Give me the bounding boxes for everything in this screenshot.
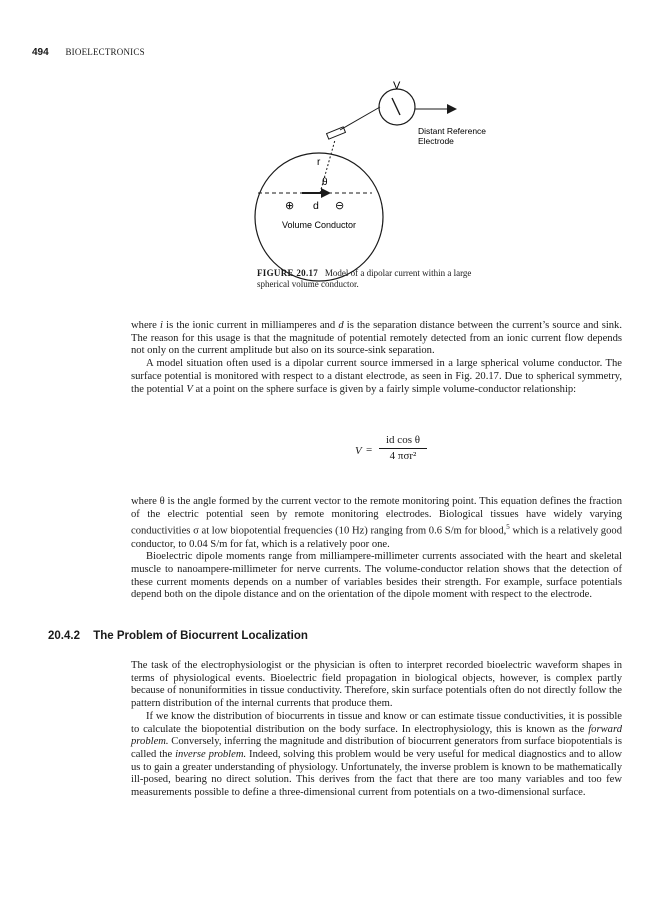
equation-equals: = [366, 444, 373, 456]
section-heading [48, 630, 308, 642]
figure-20-17 [0, 68, 669, 283]
dipole-arrowhead [321, 188, 331, 198]
volume-conductor-sphere [255, 153, 383, 281]
volume-conductor-label: Volume Conductor [281, 220, 357, 230]
paragraph-5: The task of the electrophysiologist or the physician is often to interpret recorded bioelectric waveform shapes in terms of physiological events. Bioelectric field propagation in biological objects, however, is complex partly because of nonuniformities in tissue conductivity. Therefore, skin surface potentials often do not directly follow the pattern distribution of the internal currents that produce them. [131, 660, 622, 710]
separation-label: d [313, 200, 319, 212]
theta-label: θ [322, 177, 328, 188]
lead-to-meter [340, 107, 380, 130]
paragraph-3: where θ is the angle formed by the current vector to the remote monitoring point. This equation defines the fraction of the electric potential seen by remote monitoring electrodes. Biological tissues have widely varying conductivities σ at low biopotential frequencies (10 Hz) ranging from 0.6 S/m for blood,$^5$ which is a relatively good conductor, to 0.04 S/m for fat, which is a relatively poor one. [131, 496, 622, 550]
paragraph-6: If we know the distribution of biocurrents in tissue and know or can estimate tissue conductivities, it is possible to calculate the biopotential distribution on the body surface. In electrophysiology, this is known as the forward problem. Conversely, inferring the magnitude and distribution of biocurrent generators from surface biopotentials is called the inverse problem. Indeed, solving this problem would be very useful for medical diagnostics and to allow us to gain a greater understanding of physiology. Unfortunately, the inverse problem is known to be mathematically ill-posed, bearing no direct solution. This derives from the fact that there are too many variables and too few measurements possible to define a three-dimensional current from potentials on a two-dimensional surface. [131, 710, 622, 799]
caption-label: FIGURE 20.17 [257, 268, 319, 278]
caption-line1: Model of a dipolar current within a large [324, 268, 472, 278]
distant-label-line1: Distant Reference [418, 126, 487, 136]
page-number: 494 [32, 47, 49, 58]
distant-arrowhead [447, 104, 457, 114]
body-text-block-1 [131, 320, 622, 396]
page-header [32, 47, 145, 58]
body-text-block-3 [131, 660, 622, 800]
section-number: 20.4.2 [48, 630, 80, 642]
voltmeter-label: V [393, 80, 401, 92]
section-title: The Problem of Biocurrent Localization [93, 630, 308, 642]
caption-line2: spherical volume conductor. [257, 279, 359, 289]
potential-equation [355, 434, 465, 468]
dipole-diagram [0, 68, 669, 283]
distant-label-line2: Electrode [418, 136, 454, 146]
running-title: BIOELECTRONICS [65, 47, 145, 57]
minus-charge: ⊖ [335, 199, 345, 212]
equation-numerator: id cos θ [386, 434, 420, 446]
plus-charge: ⊕ [285, 199, 295, 212]
paragraph-2: A model situation often used is a dipolar current source immersed in a large spherical volume conductor. The surface potential is monitored with respect to a distant electrode, as seen in Fig. 20.17. Due to spherical symmetry, the potential V at a point on the sphere surface is given by a fairly simple volume-conductor relationship: [131, 358, 622, 395]
equation-lhs: V [355, 445, 362, 457]
fraction-bar [379, 448, 427, 449]
body-text-block-2 [131, 496, 622, 602]
voltmeter-needle [392, 98, 400, 115]
paragraph-1: where i is the ionic current in milliamperes and d is the separation distance between the current’s source and sink. The reason for this usage is that the magnitude of potential remotely detected from an ionic current flow depends not only on the current amplitude but also on its source-sink separation. [131, 320, 623, 357]
figure-caption [257, 268, 517, 290]
paragraph-4: Bioelectric dipole moments range from milliampere-millimeter currents associated with the heart and skeletal muscle to nanoampere-millimeter for nerve currents. The volume-conductor relation shows that the detection of these current moments depends on a number of variables besides their strength. For example, surface potentials depend both on the dipole distance and on the orientation of the dipole moment with respect to the electrode. [131, 551, 622, 601]
equation-denominator: 4 πσr² [389, 450, 417, 462]
radius-label: r [317, 157, 321, 168]
